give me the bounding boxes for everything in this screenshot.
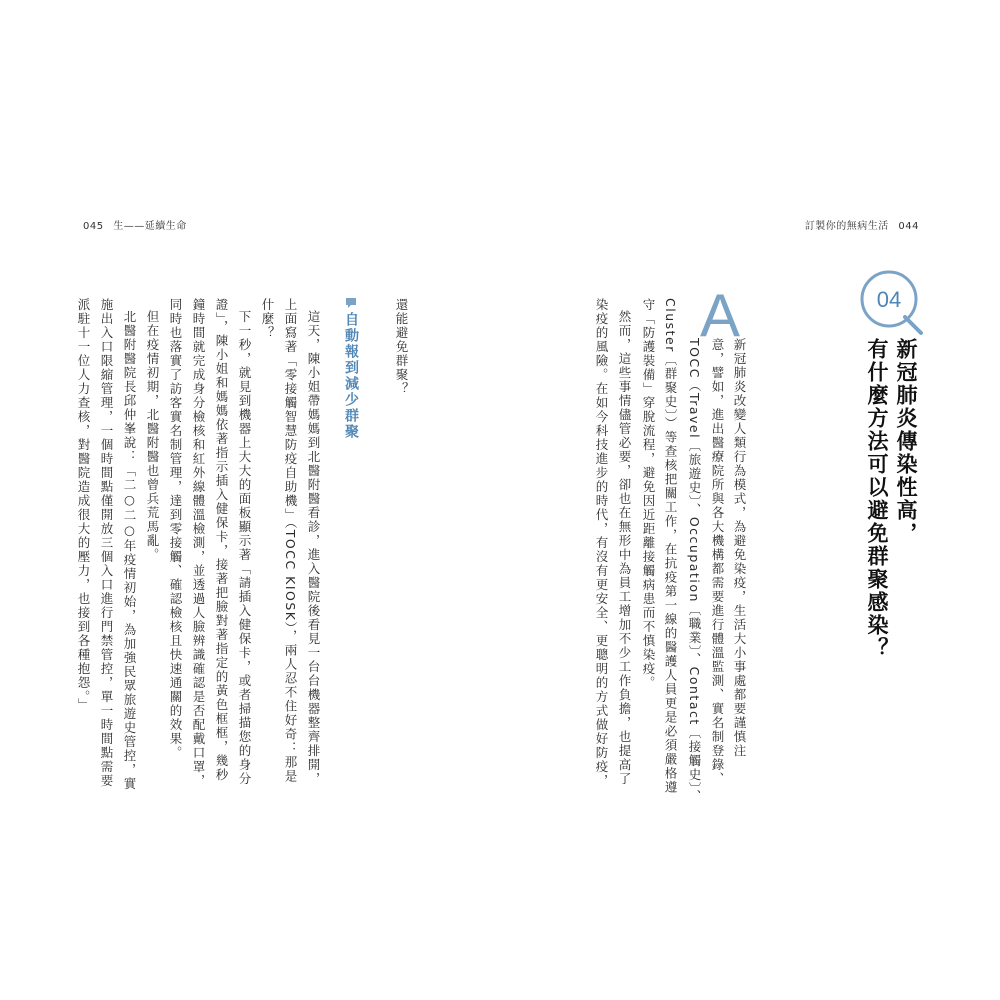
left-body-line: 北醫附醫院長邱仲峯說：「二○二○年疫情初始，為加強民眾旅遊史管控，實 (122, 310, 137, 791)
left-running-title: 生——延續生命 (113, 221, 187, 232)
left-body-line: 什麼？ (260, 298, 275, 340)
left-body-line: 下一秒，就見到機器上大大的面板顯示著「請插入健保卡，或者掃描您的身分 (237, 310, 252, 786)
left-body-line: 派駐十一位人力查核，對醫院造成很大的壓力，也接到各種抱怨。」 (76, 298, 91, 712)
right-body-line: 守「防護裝備」穿脫流程，避免因近距離接觸病患而不慎染疫。 (641, 298, 656, 690)
q-circle-icon (855, 265, 927, 337)
right-page-number: 044 (898, 221, 919, 232)
section-subheading (341, 296, 361, 440)
left-body-line: 但在疫情初期，北醫附醫也曾兵荒馬亂。 (145, 310, 160, 562)
left-body-line: 鐘時間就完成身分檢核和紅外線體溫檢測，並透過人臉辨識確認是否配戴口罩， (191, 298, 206, 788)
left-body-line: 施出入口限縮管理，一個時間點僅開放三個入口進行門禁管控，單一時間點需要 (99, 298, 114, 788)
speech-bubble-icon (344, 296, 358, 310)
subheading-text: 自動報到減少群聚 (343, 312, 359, 440)
left-page-number: 045 (83, 221, 104, 232)
left-body-line: 還能避免群聚？ (394, 298, 409, 396)
question-title-line-1: 新冠肺炎傳染性高， (894, 338, 918, 545)
question-number: 04 (876, 287, 902, 312)
right-body-line: 染疫的風險。在如今科技進步的時代，有沒有更安全、更聰明的方式做好防疫， (594, 298, 609, 788)
right-page-header (805, 217, 925, 232)
right-body-line: 新冠肺炎改變人類行為模式，為避免染疫，生活大小事處都要謹慎注 (732, 338, 747, 758)
left-body-line: 同時也落實了訪客實名制管理，達到零接觸、確認檢核且快速通關的效果。 (168, 298, 183, 760)
left-body-line: 這天，陳小姐帶媽媽到北醫附醫看診，進入醫院後看見一台台機器整齊排開， (306, 310, 321, 786)
right-body-line: TOCC（Travel〔旅遊史〕、Occupation〔職業〕、Contact〔接觸史〕、 (687, 338, 702, 804)
answer-mark: A (700, 282, 741, 349)
question-title-line-2: 有什麼方法可以避免群聚感染？ (865, 338, 889, 660)
right-body-line: 然而，這些事情儘管必要，卻也在無形中為員工增加不少工作負擔，也提高了 (617, 310, 632, 786)
right-running-title: 訂製你的無病生活 (804, 221, 889, 232)
left-page-header (77, 217, 187, 232)
right-body-line: 意，譬如，進出醫療院所與各大機構都需要進行體溫監測、實名制登錄、 (710, 338, 725, 786)
left-body-line: 證」，陳小姐和媽媽依著指示插入健保卡，接著把臉對著指定的黃色框框，幾秒 (214, 298, 229, 782)
right-body-line: Cluster〔群聚史〕）等查核把關工作，在抗疫第一線的醫護人員更是必須嚴格遵 (663, 298, 678, 795)
left-body-line: 上面寫著「零接觸智慧防疫自助機」（TOCC KIOSK），兩人忍不住好奇：那是 (283, 298, 298, 784)
